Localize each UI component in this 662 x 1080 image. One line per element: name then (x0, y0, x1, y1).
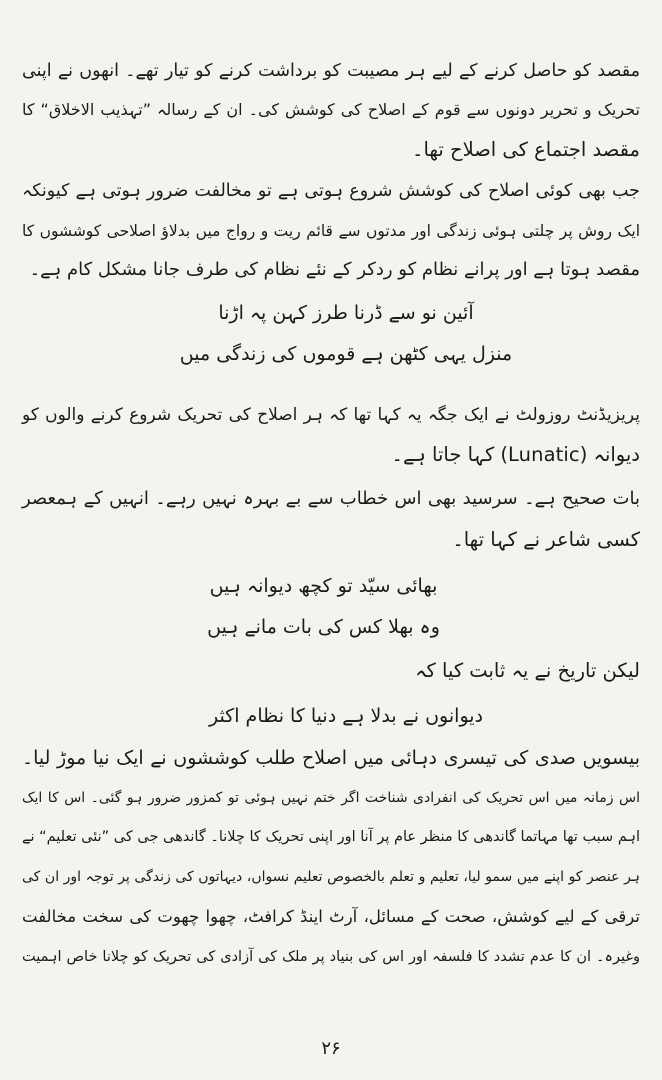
text-line: تحریک و تحریر دونوں سے قوم کے اصلاح کی کوشش کی۔ ان کے رسالہ ”تہذیب الاخلاق“ کا (22, 100, 640, 119)
text-line: اس زمانہ میں اس تحریک کی انفرادی شناخت اگر ختم نہیں ہوئی تو کمزور ضرور ہو گئی۔ اس کا ایک (22, 790, 640, 806)
text-line: بات صحیح ہے۔ سرسید بھی اس خطاب سے بے بہرہ نہیں رہے۔ انہیں کے ہمعصر (22, 488, 640, 509)
text-line: دیوانہ (Lunatic) کہا جاتا ہے۔ (391, 443, 640, 466)
text-line: ایک روش پر چلتی ہوئی زندگی اور مدتوں سے قائم ریت و رواج میں بدلاؤ اصلاحی کوششوں کا (22, 222, 640, 240)
text-line: لیکن تاریخ نے یہ ثابت کیا کہ (415, 659, 640, 682)
text-line: ہر عنصر کو اپنے میں سمو لیا، تعلیم و تعلم بالخصوص تعلیم نسواں، دیہاتوں کی زندگی پر توجہ اور ان کی (22, 869, 640, 885)
text-line: کسی شاعر نے کہا تھا۔ (452, 528, 640, 551)
text-line: اہم سبب تھا مہاتما گاندھی کا منظر عام پر آنا اور اپنی تحریک کا چلانا۔ گاندھی جی کی ”نئی تعلیم“ نے (22, 829, 640, 845)
verse-line: آئین نو سے ڈرنا طرز کہن پہ اڑنا (218, 302, 474, 324)
verse-line: وہ بھلا کس کی بات مانے ہیں (207, 616, 440, 638)
text-line: ترقی کے لیے کوشش، صحت کے مسائل، آرٹ اینڈ کرافٹ، چھوا چھوت کی سخت مخالفت (22, 907, 640, 926)
text-line: جب بھی کوئی اصلاح کی کوشش شروع ہوتی ہے تو مخالفت ضرور ہوتی ہے کیونکہ (22, 181, 640, 201)
text-line: بیسویں صدی کی تیسری دہائی میں اصلاح طلب کوششوں نے ایک نیا موڑ لیا۔ (22, 747, 640, 769)
text-line: مقصد اجتماع کی اصلاح تھا۔ (412, 138, 640, 161)
text-line: وغیرہ۔ ان کا عدم تشدد کا فلسفہ اور اس کی بنیاد پر ملک کی آزادی کی تحریک کو چلانا خاص اہمیت (22, 949, 640, 965)
page-number: ۲۶ (321, 1038, 341, 1059)
verse-line: بھائی سیّد تو کچھ دیوانہ ہیں (209, 575, 438, 597)
verse-line: دیوانوں نے بدلا ہے دنیا کا نظام اکثر (208, 705, 484, 727)
verse-line: منزل یہی کٹھن ہے قوموں کی زندگی میں (179, 343, 513, 365)
text-line: مقصد کو حاصل کرنے کے لیے ہر مصیبت کو برداشت کرنے کو تیار تھے۔ انھوں نے اپنی (22, 61, 640, 81)
text-line: پریزیڈنٹ روزولٹ نے ایک جگہ یہ کہا تھا کہ ہر اصلاح کی تحریک شروع کرنے والوں کو (22, 405, 640, 425)
text-line: مقصد ہوتا ہے اور پرانے نظام کو ردکر کے نئے نظام کی طرف جانا مشکل کام ہے۔ (29, 259, 640, 280)
